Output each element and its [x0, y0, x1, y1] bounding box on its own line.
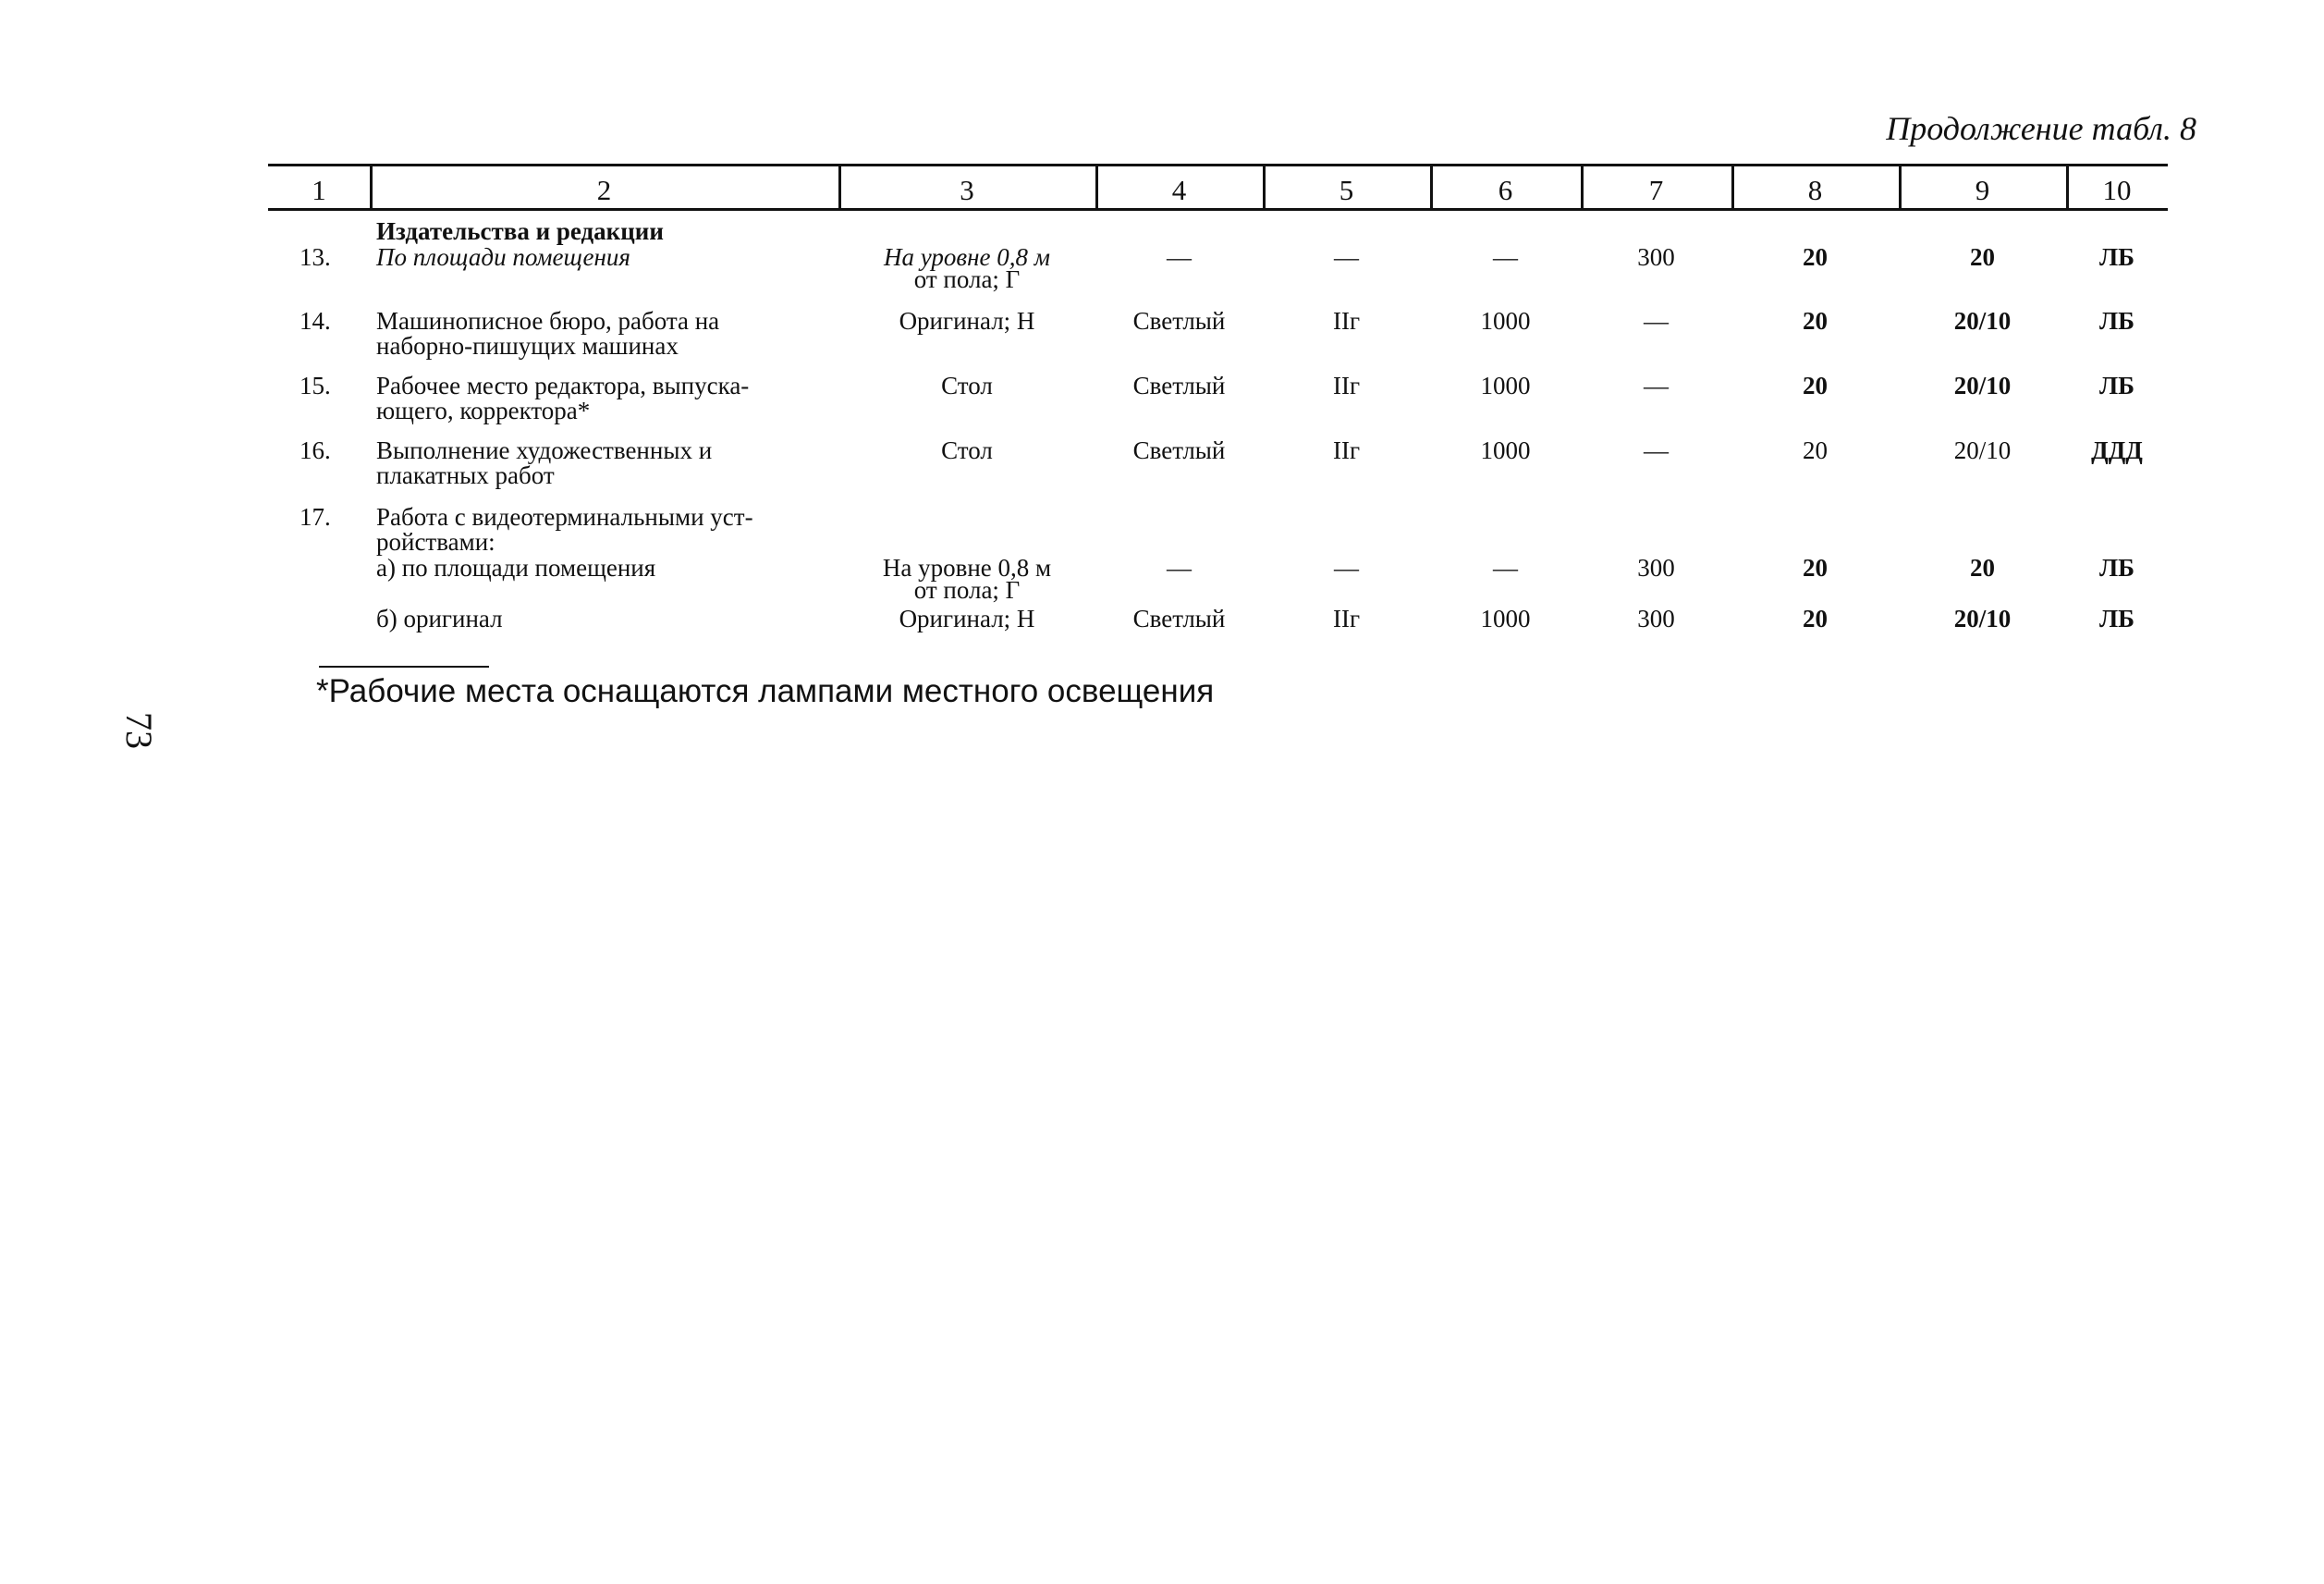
footnote: *Рабочие места оснащаются лампами местного освещения: [316, 673, 1215, 709]
row-cell-9: 20: [1970, 554, 1995, 582]
row-number: 14.: [300, 307, 331, 335]
row-cell-8: 20: [1803, 554, 1828, 582]
row-cell-9: 20/10: [1953, 372, 2012, 399]
row-cell-7: 300: [1637, 243, 1675, 271]
row-surface: Стол: [941, 372, 993, 399]
row-surface: На уровне 0,8 м: [882, 554, 1052, 582]
row-cell-10: ДДД: [2091, 436, 2143, 464]
row-cell-4: —: [1167, 554, 1192, 582]
row-cell-6: 1000: [1480, 436, 1531, 464]
row-cell-6: 1000: [1480, 605, 1531, 632]
row-cell-4: Светлый: [1132, 605, 1226, 632]
row-number: 13.: [300, 243, 331, 271]
row-cell-10: ЛБ: [2099, 554, 2134, 582]
row-surface: На уровне 0,8 м: [884, 243, 1050, 271]
row-description: наборно-пишущих машинах: [376, 332, 679, 360]
row-cell-9: 20/10: [1953, 307, 2012, 335]
row-cell-6: 1000: [1480, 372, 1531, 399]
row-cell-10: ЛБ: [2099, 605, 2134, 632]
row-surface: Оригинал; Н: [899, 307, 1035, 335]
row-cell-8: 20: [1803, 372, 1828, 399]
footnote-rule: [319, 666, 489, 668]
row-surface: от пола; Г: [913, 576, 1021, 604]
column-header: 1: [312, 174, 326, 206]
row-cell-4: Светлый: [1132, 436, 1226, 464]
row-cell-7: —: [1644, 372, 1669, 399]
row-number: 15.: [300, 372, 331, 399]
table-top-rule: [268, 164, 2168, 166]
row-description: Рабочее место редактора, выпуска-: [376, 372, 750, 399]
row-number: 16.: [300, 436, 331, 464]
row-surface: от пола; Г: [913, 265, 1021, 293]
row-cell-7: —: [1644, 307, 1669, 335]
row-description: Работа с видеотерминальными уст-: [376, 503, 753, 531]
page-number: 73: [118, 712, 160, 749]
column-header: 3: [960, 174, 974, 206]
row-cell-9: 20/10: [1953, 436, 2012, 464]
row-cell-10: ЛБ: [2099, 307, 2134, 335]
row-surface: Оригинал; Н: [899, 605, 1035, 632]
row-cell-5: IIг: [1332, 436, 1361, 464]
column-header: 7: [1648, 174, 1664, 206]
column-header: 9: [1975, 174, 1990, 206]
column-header: 6: [1498, 174, 1513, 206]
row-cell-5: IIг: [1332, 605, 1361, 632]
row-cell-4: Светлый: [1132, 307, 1226, 335]
row-cell-8: 20: [1803, 307, 1828, 335]
table-caption: Продолжение табл. 8: [1886, 110, 2196, 147]
column-header: 4: [1171, 174, 1187, 206]
row-number: 17.: [300, 503, 331, 531]
row-cell-6: —: [1493, 554, 1518, 582]
row-cell-9: 20: [1970, 243, 1995, 271]
column-header: 10: [2102, 174, 2132, 206]
row-cell-8: 20: [1803, 605, 1828, 632]
row-cell-7: 300: [1637, 554, 1675, 582]
row-description: Выполнение художественных и: [376, 436, 713, 464]
row-cell-7: —: [1644, 436, 1669, 464]
row-cell-4: Светлый: [1132, 372, 1226, 399]
row-surface: Стол: [941, 436, 993, 464]
row-cell-4: —: [1167, 243, 1192, 271]
row-cell-10: ЛБ: [2099, 243, 2134, 271]
column-header: 2: [596, 174, 612, 206]
row-cell-8: 20: [1803, 436, 1828, 464]
row-cell-6: 1000: [1480, 307, 1531, 335]
column-header: 5: [1339, 174, 1354, 206]
section-heading: Издательства и редакции: [376, 217, 664, 245]
row-description: ющего, корректора*: [376, 397, 591, 424]
row-cell-5: —: [1334, 554, 1359, 582]
row-description: плакатных работ: [376, 461, 555, 489]
column-header: 8: [1807, 174, 1823, 206]
row-cell-7: 300: [1637, 605, 1675, 632]
row-description: Машинописное бюро, работа на: [376, 307, 720, 335]
table-header-rule: [268, 208, 2168, 211]
row-cell-6: —: [1493, 243, 1518, 271]
row-cell-5: IIг: [1332, 307, 1361, 335]
row-description: б) оригинал: [376, 605, 503, 632]
row-cell-10: ЛБ: [2099, 372, 2134, 399]
row-description: По площади помещения: [376, 243, 630, 271]
row-cell-8: 20: [1803, 243, 1828, 271]
row-cell-5: IIг: [1332, 372, 1361, 399]
row-cell-9: 20/10: [1953, 605, 2012, 632]
row-description: ройствами:: [376, 528, 495, 556]
row-description: а) по площади помещения: [376, 554, 656, 582]
row-cell-5: —: [1334, 243, 1359, 271]
